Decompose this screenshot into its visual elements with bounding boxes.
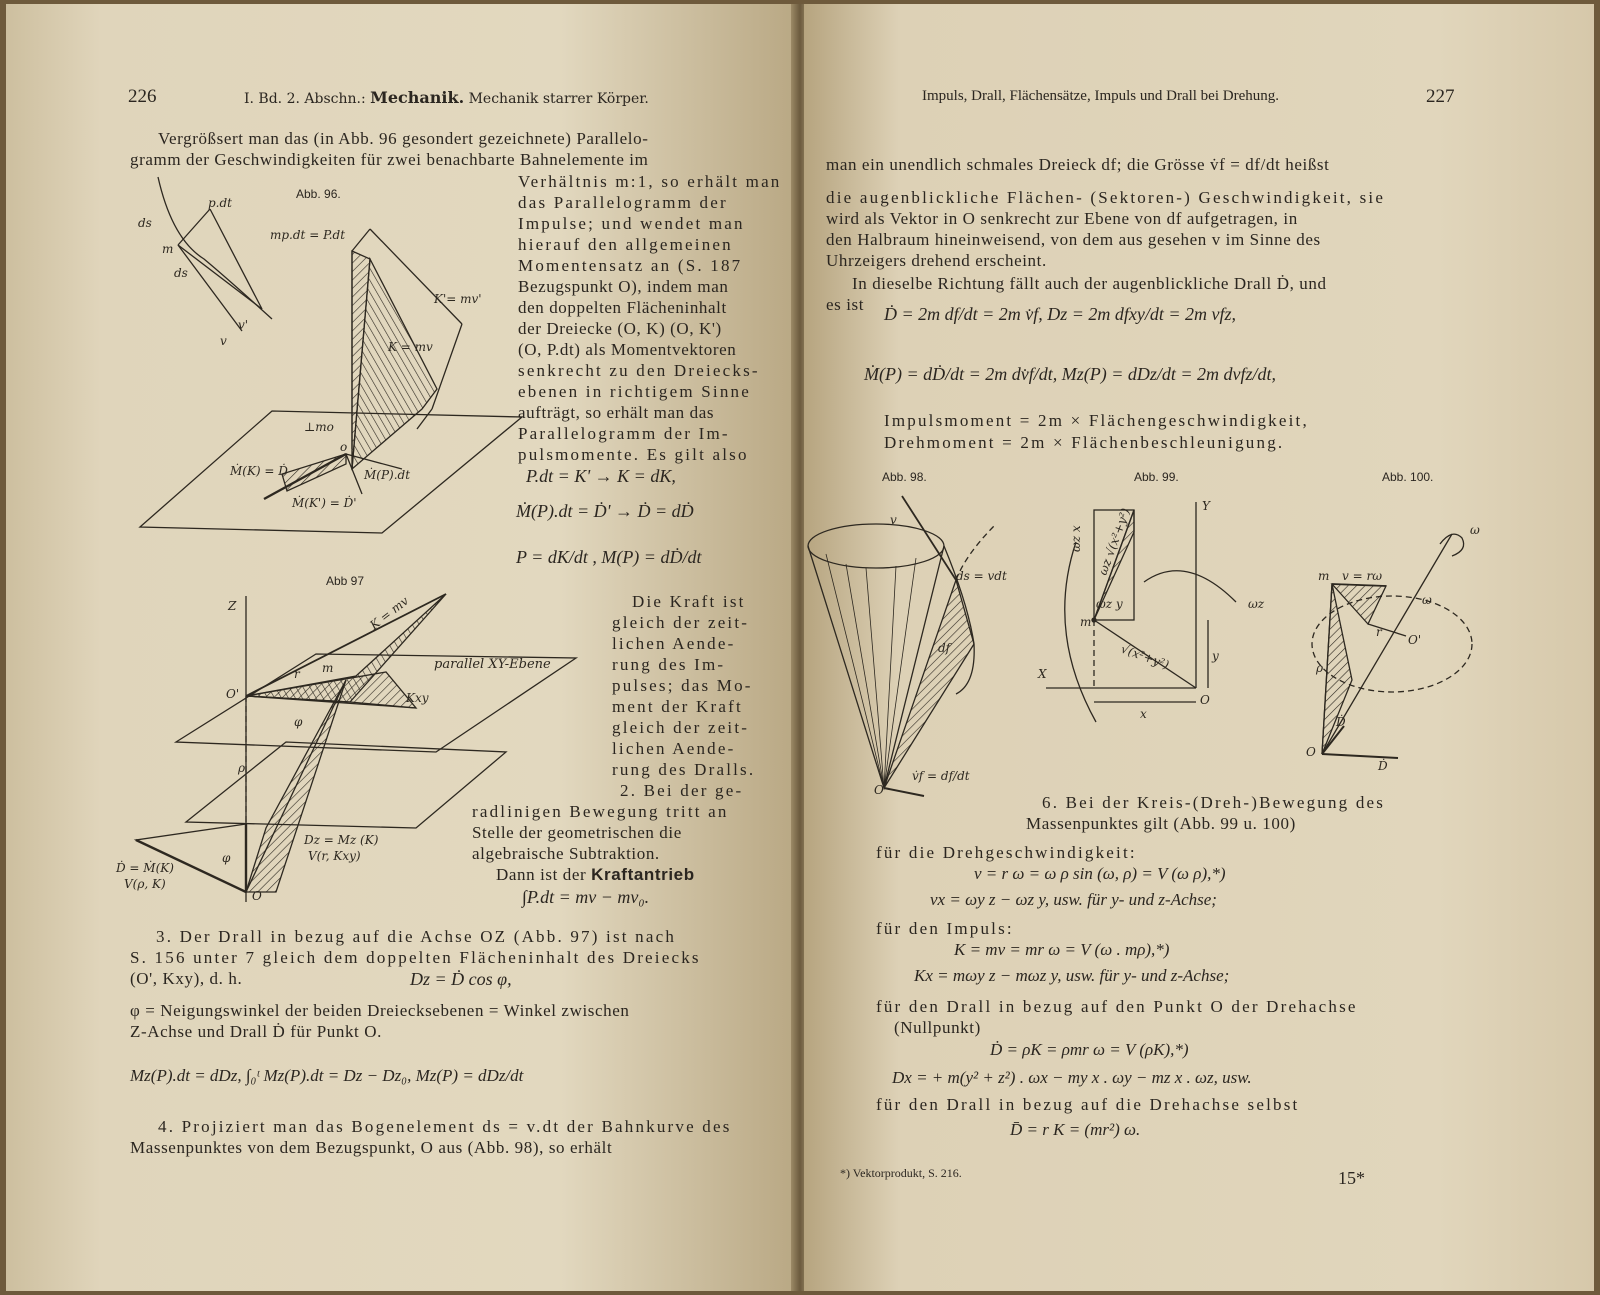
equation-impulsmoment: Impulsmoment = 2m × Flächengeschwindigkeit,: [884, 411, 1309, 430]
intro-line: den Halbraum hineinweisend, von dem aus gesehen v im Sinne des: [826, 230, 1321, 249]
intro-line: wird als Vektor in O senkrecht zur Ebene von df aufgetragen, in: [826, 209, 1298, 228]
force-line: lichen Aende-: [612, 634, 736, 653]
column-line: Parallelogramm der Im-: [518, 424, 730, 443]
force-line: rung des Dralls.: [612, 760, 756, 779]
figure-label: mp.dt = P.dt: [270, 228, 346, 242]
figure-label: K = mv: [388, 340, 433, 354]
figure-100: [1302, 504, 1492, 774]
figure-label: v: [890, 513, 897, 527]
figure-label: x: [1140, 707, 1147, 721]
figure-label: O': [226, 687, 240, 701]
figure-label: ρ: [1316, 661, 1324, 675]
figure-label: m: [162, 242, 174, 256]
figure-stroke: [1332, 584, 1386, 624]
force-line: pulses; das Mo-: [612, 676, 753, 695]
page-number: 226: [128, 86, 157, 107]
para3-line: S. 156 unter 7 gleich dem doppelten Flächeninhalt des Dreiecks: [130, 948, 701, 967]
book-spread: [6, 4, 1594, 1291]
intro-line: man ein unendlich schmales Dreieck df; die Grösse v̇f = df/dt heißst: [826, 155, 1330, 174]
intro-line-2: gramm der Geschwindigkeiten für zwei benachbarte Bahnelemente im: [130, 150, 649, 169]
figure-label: K'= mv': [434, 292, 482, 306]
column-line: (O, P.dt) als Momentvektoren: [518, 340, 737, 359]
force-line: gleich der zeit-: [612, 613, 750, 632]
figure-label: m: [1318, 569, 1330, 583]
figure-label: O: [1306, 745, 1316, 759]
force-line: gleich der zeit-: [612, 718, 750, 737]
para3-line: 3. Der Drall in bezug auf die Achse OZ (Abb. 97) ist nach: [156, 927, 677, 946]
figure-stroke: [1322, 754, 1398, 758]
column-line: ebenen in richtigem Sinne: [518, 382, 751, 401]
figure-label: r: [1376, 625, 1382, 639]
force-line: ment der Kraft: [612, 697, 743, 716]
figure-label: √(x²+y²): [1118, 641, 1171, 673]
page-number: 227: [1426, 86, 1455, 107]
figure-label: ⊥mo: [304, 420, 334, 434]
figure-stroke: [210, 209, 262, 309]
equation-moment-area: Ṁ(P) = dḊ/dt = 2m dv̇f/dt, Mz(P) = dDz/dt = 2m dvfz/dt,: [864, 364, 1277, 384]
figure-label: V(r, Kxy): [308, 849, 361, 863]
richtung-line: In dieselbe Richtung fällt auch der augenblickliche Drall Ḋ, und: [852, 274, 1327, 293]
equation-impulse-change: P.dt = K' → K = dK,: [526, 466, 676, 486]
figure-label: m: [322, 661, 334, 675]
label-drall-punkt: für den Drall in bezug auf den Punkt O der Drehachse: [876, 997, 1358, 1016]
figure-label: ωz: [1248, 597, 1265, 611]
figure-label: Ḋ: [1378, 759, 1388, 773]
para3b-line: φ = Neigungswinkel der beiden Dreiecksebenen = Winkel zwischen: [130, 1001, 630, 1020]
intro-line: die augenblickliche Flächen- (Sektoren-) Geschwindigkeit, sie: [826, 188, 1386, 207]
pdt-line: [178, 209, 210, 245]
column-line: Momentensatz an (S. 187: [518, 256, 743, 275]
intro-line: Uhrzeigers drehend erscheint.: [826, 251, 1047, 270]
figure-label: O: [874, 783, 884, 797]
figure-label: Ḋ = Ṁ(K): [116, 861, 174, 875]
equation-K: K = mv = mr ω = V (ω . mρ),*): [954, 940, 1170, 959]
figure-label: Ṁ(K) = Ḋ: [230, 464, 288, 478]
column-line: Bezugspunkt O), indem man: [518, 277, 729, 296]
figure-stroke: [1065, 542, 1096, 722]
para4-line: Massenpunktes von dem Bezugspunkt, O aus (Abb. 98), so erhält: [130, 1138, 613, 1157]
intro-line-1: Vergrößsert man das (in Abb. 96 gesondert gezeichnete) Parallelo-: [158, 129, 649, 148]
column-line: senkrecht zu den Dreiecks-: [518, 361, 760, 380]
force-line: lichen Aende-: [612, 739, 736, 758]
figure-label: ω: [1422, 593, 1432, 607]
figure-label: p.dt: [208, 196, 232, 210]
figure-label: o: [340, 440, 348, 454]
figure-label: v̇f = df/dt: [912, 769, 970, 783]
header-subsection: Mechanik starrer Körper.: [468, 91, 649, 107]
figure-label: ρ: [238, 761, 246, 775]
equation-Kx: Kx = mωy z − mωz y, usw. für y- und z-Achse;: [914, 966, 1230, 985]
figure-98: [806, 484, 1056, 814]
equation-v: v = r ω = ω ρ sin (ω, ρ) = V (ω ρ),*): [974, 864, 1226, 883]
figure-100-caption: Abb. 100.: [1382, 470, 1434, 484]
figure-label: ωz x: [1069, 525, 1083, 552]
figure-label: Ṁ(P).dt: [364, 468, 411, 482]
column-line: Verhältnis m:1, so erhält man: [518, 172, 782, 191]
es-ist-line: es ist: [826, 295, 865, 314]
force-line: Die Kraft ist: [632, 592, 746, 611]
cone-side: [808, 546, 944, 788]
figure-label: ωz y: [1096, 597, 1123, 611]
figure-label: K = mv: [367, 593, 412, 633]
figure-label: ds: [174, 266, 188, 280]
figure-label: Y: [1202, 499, 1210, 513]
figure-label: df: [938, 641, 951, 655]
right-page: [804, 4, 1594, 1291]
figure-96-caption: Abb. 96.: [296, 187, 341, 201]
figure-label: X: [1038, 667, 1047, 681]
equation-drall-area: Ḋ = 2m df/dt = 2m v̇f, Dz = 2m dfxy/dt = 2m vfz,: [884, 304, 1237, 324]
figure-label: v': [238, 318, 249, 332]
para3b-line: Z-Achse und Drall Ḋ für Punkt O.: [130, 1022, 382, 1041]
figure-label: Z: [228, 599, 237, 613]
column-line: der Dreiecke (O, K) (O, K'): [518, 319, 722, 338]
figure-stroke: [1092, 618, 1096, 622]
figure-stroke: [1144, 571, 1236, 602]
column-line: aufträgt, so erhält man das: [518, 403, 715, 422]
running-header: [244, 88, 649, 112]
label-ds: ds: [138, 216, 152, 230]
figure-label: φ: [222, 851, 231, 865]
xy-plane-lower: [186, 742, 506, 828]
force-line: rung des Im-: [612, 655, 726, 674]
equation-kraftantrieb: ∫P.dt = mv − mv₀.: [522, 887, 650, 907]
figure-label: v = rω: [1342, 569, 1382, 583]
figure-stroke: [884, 580, 974, 788]
signature-mark: 15*: [1338, 1168, 1365, 1188]
figure-99-caption: Abb. 99.: [1134, 470, 1179, 484]
figure-stroke: [1440, 534, 1464, 556]
equation-drall-change: Ṁ(P).dt = Ḋ' → Ḋ = dḊ: [516, 501, 694, 521]
para4-line: 4. Projiziert man das Bogenelement ds = v.dt der Bahnkurve des: [158, 1117, 732, 1136]
para3-line: (O', Kxy), d. h.: [130, 969, 243, 988]
figure-97-caption: Abb 97: [326, 574, 365, 588]
figure-99: [1036, 492, 1296, 762]
v-vector: [178, 245, 242, 331]
label-impuls: für den Impuls:: [876, 919, 1014, 938]
column-line: den doppelten Flächeninhalt: [518, 298, 727, 317]
equation-force-moment: P = dK/dt , M(P) = dḊ/dt: [516, 547, 702, 567]
kraftantrieb-term: Kraftantrieb: [591, 865, 695, 884]
kraftantrieb-pre: Dann ist der: [496, 865, 587, 884]
equation-vx: vx = ωy z − ωz y, usw. für y- und z-Achse;: [930, 890, 1217, 909]
para2-line: 2. Bei der ge-: [620, 781, 744, 800]
equation-drehmoment: Drehmoment = 2m × Flächenbeschleunigung.: [884, 433, 1285, 452]
para2-line: radlinigen Bewegung tritt an: [472, 802, 729, 821]
label-drall-achse: für den Drall in bezug auf die Drehachse selbst: [876, 1095, 1300, 1114]
v1-vector: [178, 245, 262, 309]
figure-stroke: [352, 229, 370, 251]
figure-label: O: [252, 889, 262, 903]
header-section: Mechanik.: [370, 88, 465, 107]
figure-stroke: [884, 788, 924, 796]
figure-label: r: [294, 667, 300, 681]
para6-line: Massenpunktes gilt (Abb. 99 u. 100): [1026, 814, 1296, 833]
para2-line: algebraische Subtraktion.: [472, 844, 660, 863]
equation-Dbar: D̄ = r K = (mr²) ω.: [1010, 1120, 1141, 1139]
figure-97: [116, 592, 586, 912]
figure-label: y: [1212, 649, 1219, 663]
figure-label: Kxy: [406, 691, 429, 705]
equation-mz: Mz(P).dt = dDz, ∫₀ᵗ Mz(P).dt = Dz − Dz₀, Mz(P) = dDz/dt: [130, 1066, 524, 1085]
figure-label: ω: [1470, 523, 1480, 537]
column-line: das Parallelogramm der: [518, 193, 728, 212]
figure-stroke: [1368, 624, 1406, 636]
figure-96: [132, 169, 522, 539]
figure-label: ds = vdt: [956, 569, 1007, 583]
figure-label: V(ρ, K): [124, 877, 166, 891]
figure-label: Ḋ: [1336, 715, 1346, 729]
column-line: hierauf den allgemeinen: [518, 235, 733, 254]
header-volume: I. Bd. 2. Abschn.:: [244, 91, 366, 107]
running-header: Impuls, Drall, Flächensätze, Impuls und Drall bei Drehung.: [922, 88, 1279, 104]
figure-label: φ: [294, 715, 303, 729]
figure-98-caption: Abb. 98.: [882, 470, 927, 484]
figure-label: Ṁ(K') = Ḋ': [292, 496, 357, 510]
figure-label: O: [1200, 693, 1210, 707]
para2-line: Stelle der geometrischen die: [472, 823, 682, 842]
label-drehgeschwindigkeit: für die Drehgeschwindigkeit:: [876, 843, 1137, 862]
equation-dz: Dz = Ḋ cos φ,: [410, 969, 512, 989]
column-line: pulsmomente. Es gilt also: [518, 445, 749, 464]
figure-stroke: [432, 324, 462, 409]
label-nullpunkt: (Nullpunkt): [894, 1018, 981, 1037]
figure-label: parallel XY-Ebene: [434, 657, 551, 672]
figure-label: ωz √(x²+y²): [1095, 506, 1133, 578]
equation-D: Ḋ = ρK = ρmr ω = V (ρK),*): [990, 1040, 1189, 1059]
column-line: Impulse; und wendet man: [518, 214, 745, 233]
figure-label: v: [220, 334, 227, 348]
footnote: *) Vektorprodukt, S. 216.: [840, 1166, 962, 1180]
figure-stroke: [902, 496, 956, 580]
figure-label: O': [1408, 633, 1422, 647]
left-page: [6, 4, 796, 1291]
equation-Dx: Dx = + m(y² + z²) . ωx − my x . ωy − mz x . ωz, usw.: [892, 1068, 1252, 1087]
figure-label: Dz = Mz (K): [304, 833, 379, 847]
figure-label: m: [1080, 615, 1092, 629]
para6-line: 6. Bei der Kreis-(Dreh-)Bewegung des: [1042, 793, 1386, 812]
